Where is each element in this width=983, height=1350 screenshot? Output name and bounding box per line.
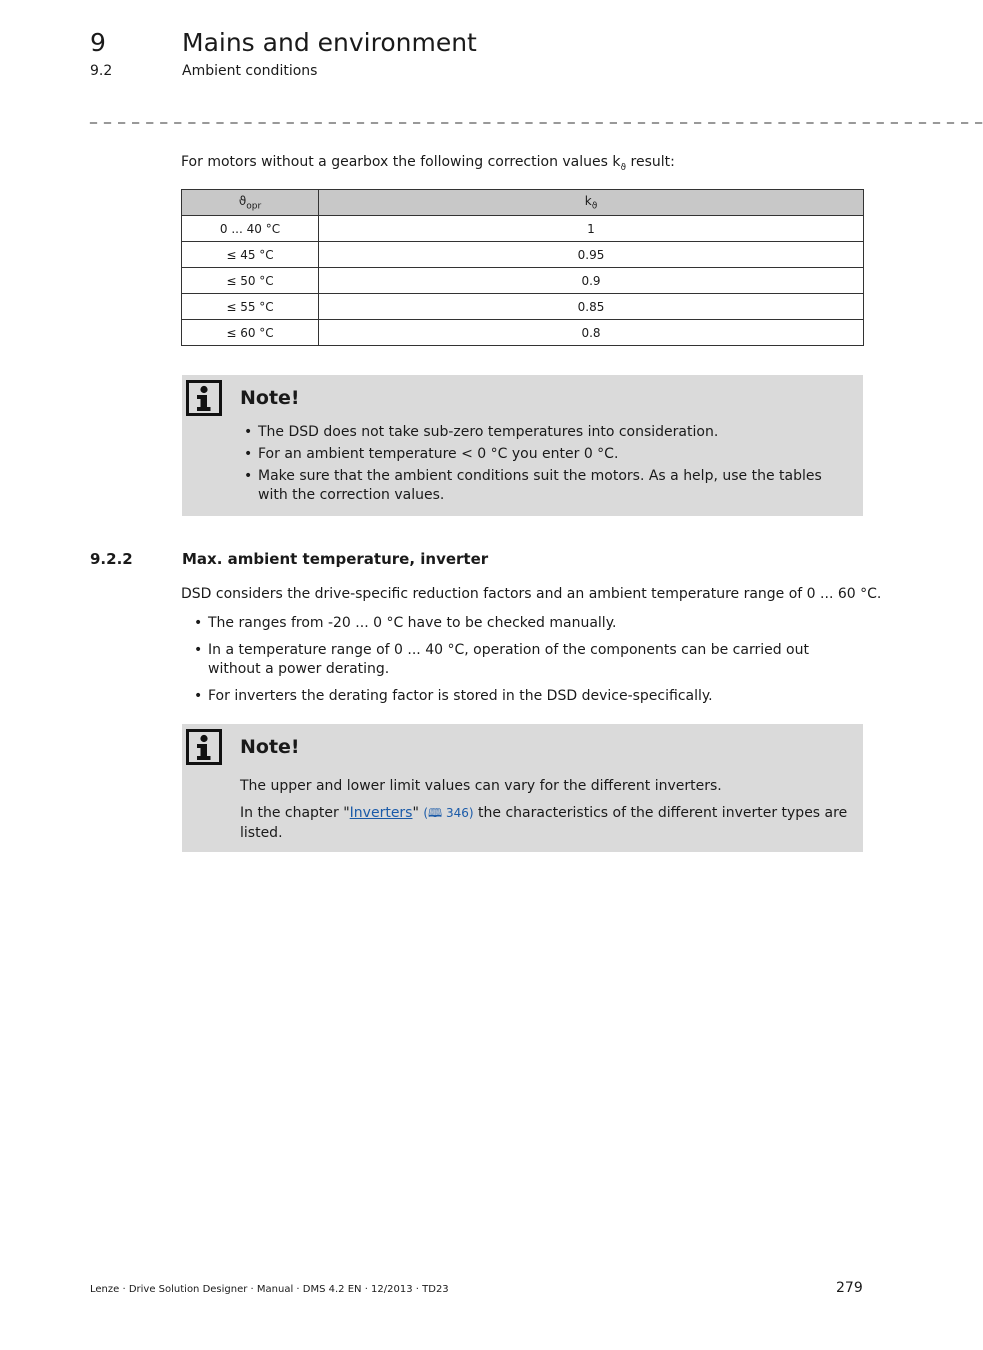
section-title: Ambient conditions: [182, 63, 318, 79]
note-paragraph: The upper and lower limit values can vary for the different inverters.: [240, 778, 722, 794]
list-item: • In a temperature range of 0 ... 40 °C, operation of the components can be carried out without a power derating.: [191, 641, 863, 679]
intro-subscript: ϑ: [620, 162, 627, 173]
chapter-title: Mains and environment: [182, 28, 477, 57]
body-list: [191, 614, 863, 714]
table-header-row: [182, 190, 864, 216]
note-title: Note!: [240, 736, 300, 758]
footer-text: Lenze · Drive Solution Designer · Manual · DMS 4.2 EN · 12/2013 · TD23: [90, 1284, 449, 1295]
note-list: [240, 423, 850, 508]
table-row: [182, 294, 864, 320]
table-header-k: $k_ϑ$: [319, 190, 864, 216]
intro-text-before: For motors without a gearbox the following correction values k: [181, 154, 621, 170]
note-title: Note!: [240, 387, 300, 409]
header-separator: _ _ _ _ _ _ _ _ _ _ _ _ _ _ _ _ _ _ _ _ _ _ _ _ _ _ _ _ _ _ _ _ _ _ _ _ _ _ _ _ _ _ _ _ _ _ _ _ _ _ _ _ _ _ _ _ _ _ _ _ _ _ _ _: [90, 108, 983, 124]
correction-table: [181, 189, 864, 346]
subsection-title: Max. ambient temperature, inverter: [182, 550, 489, 568]
table-cell-k: 0.9: [319, 268, 864, 294]
table-cell-temp: ≤ 55 °C: [182, 294, 319, 320]
table-cell-k: 0.8: [319, 320, 864, 346]
intro-text: [181, 154, 675, 173]
body-paragraph: DSD considers the drive-specific reduction factors and an ambient temperature range of 0 ... 60 °C.: [181, 586, 882, 602]
note-box: [182, 375, 863, 516]
page-number: 279: [836, 1280, 863, 1296]
list-item: • The DSD does not take sub-zero temperatures into consideration.: [240, 423, 850, 442]
subsection-number: 9.2.2: [90, 550, 133, 568]
page-reference-link[interactable]: (🕮 346): [423, 806, 474, 820]
table-header-temperature: $ϑ_{opr}$: [182, 190, 319, 216]
table-cell-temp: ≤ 60 °C: [182, 320, 319, 346]
table-row: [182, 320, 864, 346]
table-row: [182, 242, 864, 268]
table-cell-temp: ≤ 45 °C: [182, 242, 319, 268]
chapter-number: 9: [90, 28, 106, 57]
table-cell-k: 0.95: [319, 242, 864, 268]
info-icon: [186, 380, 222, 416]
table-cell-temp: 0 ... 40 °C: [182, 216, 319, 242]
note-paragraph: In the chapter "Inverters" (🕮 346) the characteristics of the different inverter types are listed.: [240, 805, 848, 841]
inverters-link[interactable]: Inverters: [349, 805, 413, 821]
table-cell-temp: ≤ 50 °C: [182, 268, 319, 294]
intro-text-after: result:: [626, 154, 675, 170]
info-icon: [186, 729, 222, 765]
table-cell-k: 1: [319, 216, 864, 242]
list-item: • The ranges from -20 ... 0 °C have to be checked manually.: [191, 614, 863, 633]
section-number: 9.2: [90, 63, 113, 79]
note-box: [182, 724, 863, 852]
table-row: [182, 216, 864, 242]
list-item: • For inverters the derating factor is stored in the DSD device-specifically.: [191, 687, 863, 706]
table-row: [182, 268, 864, 294]
list-item: • Make sure that the ambient conditions suit the motors. As a help, use the tables with the correction values.: [240, 467, 850, 505]
table-cell-k: 0.85: [319, 294, 864, 320]
list-item: • For an ambient temperature < 0 °C you enter 0 °C.: [240, 445, 850, 464]
